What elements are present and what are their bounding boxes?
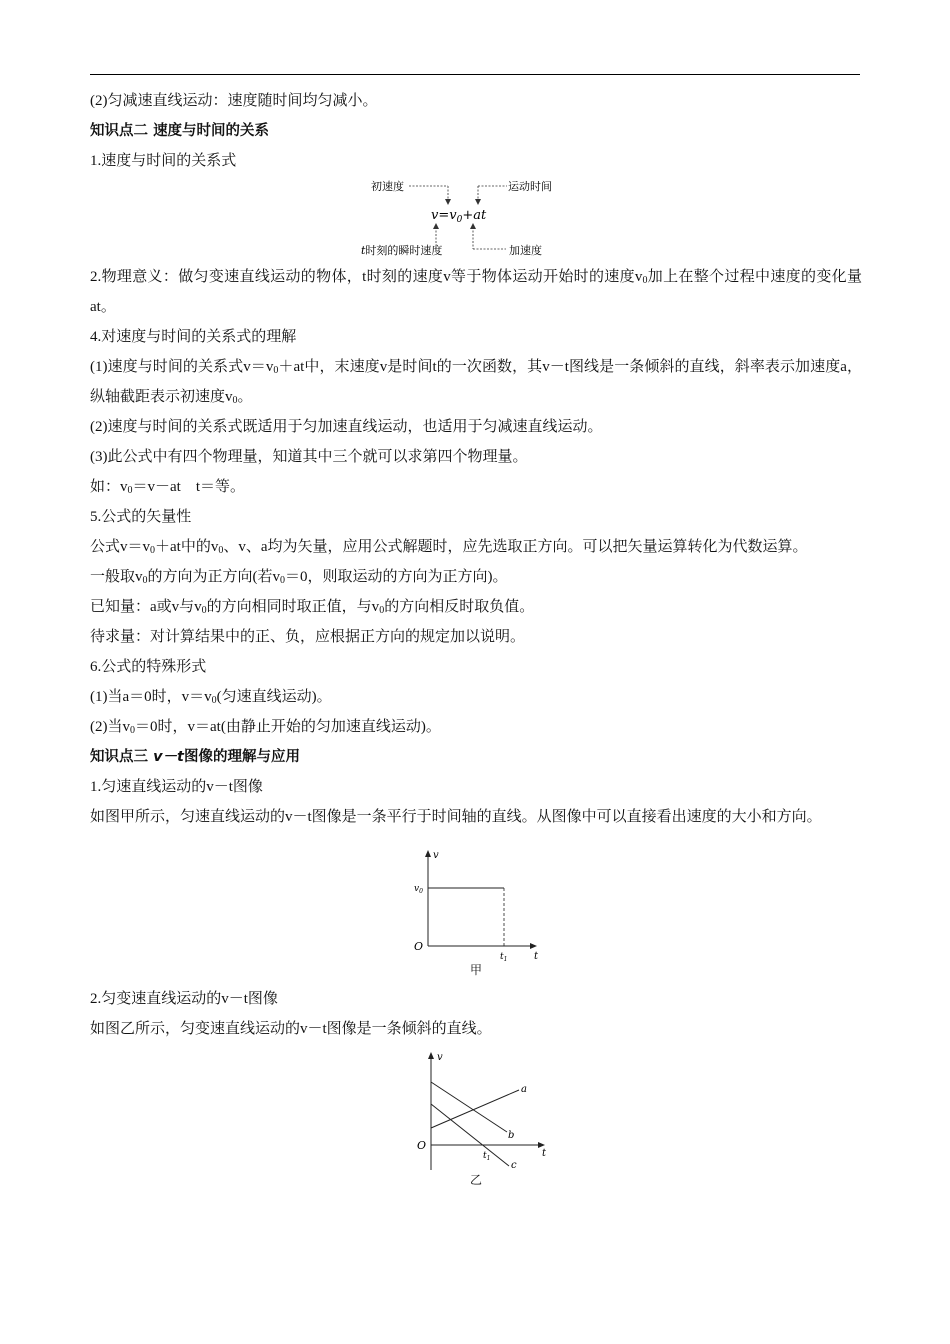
heading-title: 速度与时间的关系 — [153, 123, 270, 139]
origin-label: O — [417, 1139, 427, 1152]
figure-yi-vt-graph — [401, 1048, 551, 1172]
text-line: 一般取$v_0$的方向为正方向(若$v_0=0$，则取运动的方向为正方向)。 — [90, 569, 508, 586]
text-line: 如图乙所示，匀变速直线运动的v－t图像是一条倾斜的直线。 — [90, 1021, 492, 1037]
text-line: 待求量：对计算结果中的正、负，应根据正方向的规定加以说明。 — [90, 629, 526, 645]
formula-label-acceleration: 加速度 — [509, 244, 542, 257]
paragraph: 2.物理意义：做匀变速直线运动的物体，t时刻的速度v等于物体运动开始时的速度$v_0$加上在整个过程中速度的变化量at。 — [90, 269, 862, 315]
text-line: 1.速度与时间的关系式 — [90, 153, 237, 169]
figure-jia-caption: 甲 — [469, 963, 482, 977]
header-rule — [90, 74, 860, 75]
v-axis-label: v — [433, 850, 439, 861]
paragraph: 如图甲所示，匀速直线运动的v－t图像是一条平行于时间轴的直线。从图像中可以直接看出速度的大小和方向。 — [90, 809, 822, 825]
line-b-label: b — [508, 1130, 515, 1141]
heading-title: 图像的理解与应用 — [183, 749, 300, 765]
t-axis-label: t — [542, 1148, 547, 1159]
formula-label-motion-time: 运动时间 — [508, 180, 552, 193]
paragraph: 公式$v=v_0+at$中的$v_0$、v、a均为矢量，应用公式解题时，应先选取正方向。可以把矢量运算转化为代数运算。 — [90, 539, 808, 556]
text-line: 如：$v_0=v-at$ t＝等。 — [90, 479, 246, 496]
heading-prefix: 知识点二 — [90, 123, 148, 139]
text-line: (3)此公式中有四个物理量，知道其中三个就可以求第四个物理量。 — [90, 449, 528, 465]
text-line: 已知量：a或v与$v_0$的方向相同时取正值，与$v_0$的方向相反时取负值。 — [90, 599, 535, 616]
arrow-up-icon — [433, 223, 439, 229]
formula-diagram — [361, 176, 591, 262]
text-line: 5.公式的矢量性 — [90, 509, 192, 525]
t1-label: $t_1$ — [483, 1151, 491, 1162]
line-a-label: a — [521, 1084, 527, 1095]
arrow-up-icon — [428, 1052, 434, 1059]
v0-label: $v_0$ — [414, 884, 423, 895]
text-line: (1)当a＝0时，$v=v_0$(匀速直线运动)。 — [90, 689, 332, 706]
text-line: 2.匀变速直线运动的v－t图像 — [90, 991, 278, 1007]
t-axis-label: t — [534, 951, 539, 962]
text-line: 1.匀速直线运动的v－t图像 — [90, 779, 263, 795]
figure-yi-caption: 乙 — [469, 1173, 482, 1187]
origin-label: O — [414, 940, 424, 953]
line-b — [431, 1082, 507, 1132]
figure-jia-vt-graph — [406, 846, 546, 964]
paragraph: (1)速度与时间的关系式$v=v_0+at$中，末速度v是时间t的一次函数，其v－t图线是一条倾斜的直线，斜率表示加速度a，纵轴截距表示初速度$v_0$。 — [90, 359, 862, 406]
arrow-down-icon — [445, 199, 451, 205]
formula-label-instant-velocity: t时刻的瞬时速度 — [361, 244, 443, 257]
text-line: 6.公式的特殊形式 — [90, 659, 207, 675]
heading-prefix: 知识点三 — [90, 749, 148, 765]
line-c — [431, 1104, 509, 1166]
arrow-up-icon — [425, 850, 431, 857]
heading-variable: v－t — [153, 749, 184, 765]
formula-expression: $v=v_0+at$ — [431, 208, 487, 225]
document-body — [90, 86, 862, 1188]
text-line: (2)当$v_0=0$时，v＝at(由静止开始的匀加速直线运动)。 — [90, 719, 441, 736]
arrow-up-icon — [470, 223, 476, 229]
section-heading-3 — [90, 742, 862, 772]
arrow-right-icon — [530, 943, 537, 949]
arrow-down-icon — [475, 199, 481, 205]
v-axis-label: v — [437, 1052, 443, 1063]
text-line: (2)匀减速直线运动：速度随时间均匀减小。 — [90, 93, 378, 109]
formula-label-initial-velocity: 初速度 — [371, 180, 404, 193]
line-a — [431, 1090, 519, 1128]
section-heading-2 — [90, 116, 862, 146]
t1-label: $t_1$ — [500, 952, 508, 963]
text-line: (2)速度与时间的关系式既适用于匀加速直线运动，也适用于匀减速直线运动。 — [90, 419, 603, 435]
text-line: 4.对速度与时间的关系式的理解 — [90, 329, 297, 345]
line-c-label: c — [511, 1160, 517, 1171]
